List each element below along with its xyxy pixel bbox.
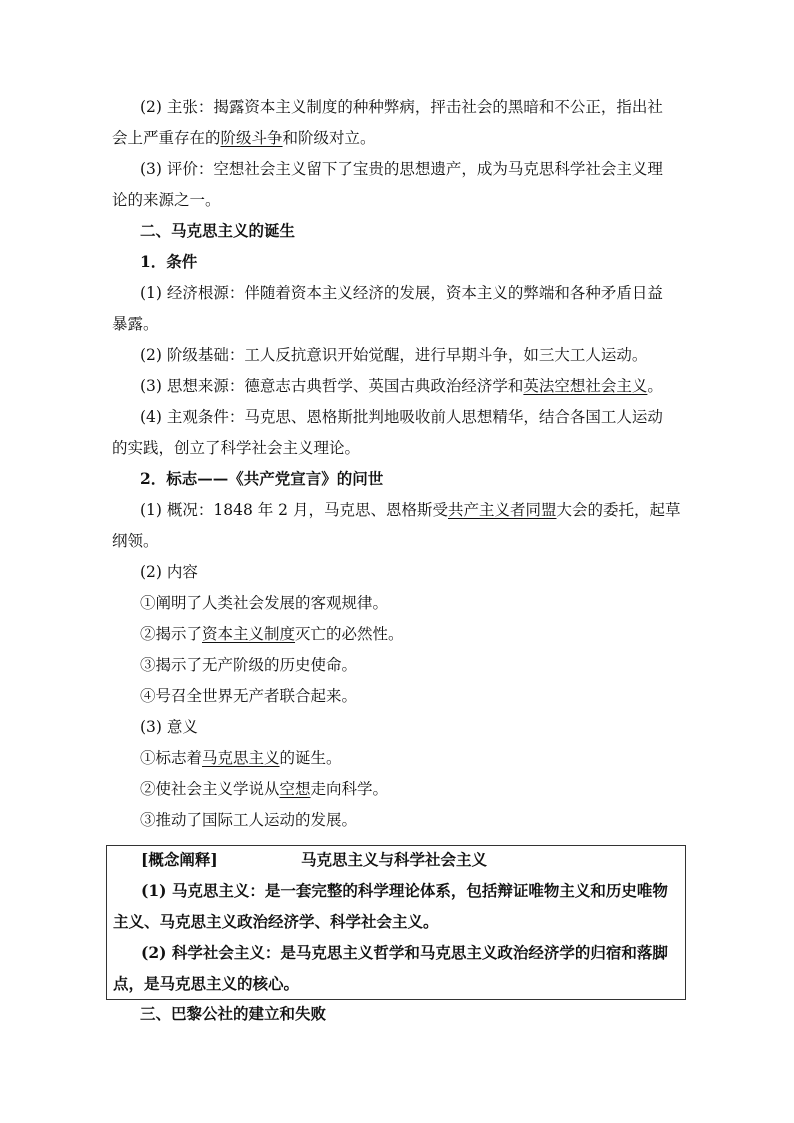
significance-item-3: ③推动了国际工人运动的发展。 — [140, 811, 358, 829]
content-heading: (2) 内容 — [140, 563, 198, 581]
overview-line-2: 纲领。 — [112, 532, 159, 550]
underlined-term: 空想 — [279, 780, 311, 798]
paragraph-3-line-1: (3) 评价：空想社会主义留下了宝贵的思想遗产，成为马克思科学社会主义理 — [140, 160, 663, 178]
significance-heading: (3) 意义 — [140, 718, 198, 736]
paragraph-3-line-2: 论的来源之一。 — [112, 191, 221, 209]
condition-3: (3) 思想来源：德意志古典哲学、英国古典政治经济学和英法空想社会主义。 — [140, 377, 663, 395]
content-item-2: ②揭示了资本主义制度灭亡的必然性。 — [140, 625, 404, 643]
condition-2: (2) 阶级基础：工人反抗意识开始觉醒，进行早期斗争，如三大工人运动。 — [140, 346, 648, 364]
box-item-2-line-2: 点，是马克思主义的核心。 — [113, 974, 300, 993]
condition-4-line-2: 的实践，创立了科学社会主义理论。 — [112, 439, 361, 457]
section-heading-3: 三、巴黎公社的建立和失败 — [140, 1004, 327, 1023]
content-item-3: ③揭示了无产阶级的历史使命。 — [140, 656, 358, 674]
subheading-conditions: 1．条件 — [140, 252, 198, 271]
box-item-1-line-2: 主义、马克思主义政治经济学、科学社会主义。 — [113, 912, 439, 931]
underlined-term: 资本主义制度 — [202, 625, 296, 643]
significance-item-2: ②使社会主义学说从空想走向科学。 — [140, 780, 389, 798]
paragraph-2-line-2: 会上严重存在的阶级斗争和阶级对立。 — [112, 129, 376, 147]
underlined-term: 马克思主义 — [202, 749, 280, 767]
condition-1-line-2: 暴露。 — [112, 315, 159, 333]
underlined-term: 共产主义者同盟 — [447, 501, 557, 519]
overview-line-1: (1) 概况：1848 年 2 月，马克思、恩格斯受共产主义者同盟大会的委托，起草 — [140, 501, 681, 519]
box-tag: [概念阐释] — [141, 850, 218, 869]
paragraph-2-line-1: (2) 主张：揭露资本主义制度的种种弊病，抨击社会的黑暗和不公正，指出社 — [140, 98, 663, 116]
concept-explanation-box — [106, 845, 686, 1000]
box-item-2-line-1: (2) 科学社会主义：是马克思主义哲学和马克思主义政治经济学的归宿和落脚 — [141, 943, 668, 962]
underlined-term: 英法空想社会主义 — [523, 377, 648, 395]
section-heading-2: 二、马克思主义的诞生 — [140, 221, 296, 240]
condition-4-line-1: (4) 主观条件：马克思、恩格斯批判地吸收前人思想精华，结合各国工人运动 — [140, 408, 663, 426]
content-item-1: ①阐明了人类社会发展的客观规律。 — [140, 594, 389, 612]
underlined-term: 阶级斗争 — [220, 129, 283, 147]
box-item-1-line-1: (1) 马克思主义：是一套完整的科学理论体系，包括辩证唯物主义和历史唯物 — [141, 881, 668, 900]
content-item-4: ④号召全世界无产者联合起来。 — [140, 687, 358, 705]
significance-item-1: ①标志着马克思主义的诞生。 — [140, 749, 342, 767]
condition-1-line-1: (1) 经济根源：伴随着资本主义经济的发展，资本主义的弊端和各种矛盾日益 — [140, 284, 663, 302]
subheading-manifesto: 2．标志——《共产党宣言》的问世 — [140, 469, 384, 488]
box-title: 马克思主义与科学社会主义 — [301, 850, 488, 869]
